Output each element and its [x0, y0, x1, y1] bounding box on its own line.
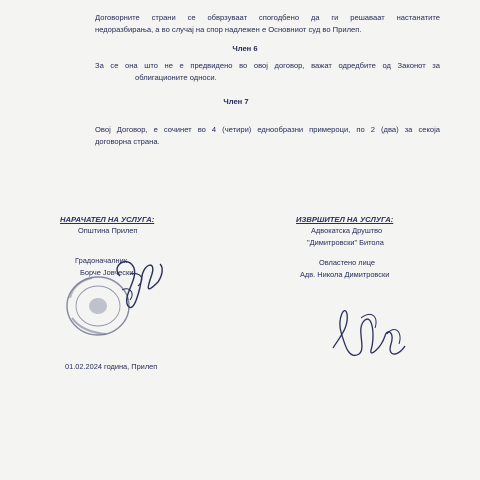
client-org: Општина Прилеп: [78, 226, 138, 235]
paragraph-dispute: [95, 12, 440, 36]
client-signature: [100, 246, 170, 316]
paragraph-dispute-line2: недоразбирања, а во случај на спор надлежен е Основниот суд во Прилеп.: [95, 25, 362, 34]
contractor-role: Овластено лице: [319, 258, 375, 267]
article-7-text: [95, 124, 440, 148]
article-6-text: [95, 60, 440, 84]
date-place: 01.02.2024 година, Прилеп: [65, 362, 158, 371]
client-name: Борче Јовчески: [80, 268, 134, 277]
contractor-name: Адв. Никола Димитровски: [300, 270, 390, 279]
article-6-heading: Член 6: [232, 44, 258, 53]
contractor-org-line1: Адвокатска Друштво: [311, 226, 383, 235]
article-7-line1: Овој Договор, е сочинет во 4 (четири) еднообразни примероци, по 2 (два) за секоја: [95, 125, 440, 134]
paragraph-dispute-line1: Договорните страни се обврзуваат спогодбено да ги решаваат настанатите: [95, 13, 440, 22]
article-7-heading: Член 7: [223, 97, 249, 106]
client-role: Градоначалник: [75, 256, 127, 265]
article-6-line2: облигационите односи.: [135, 73, 217, 82]
contractor-org-line2: "Димитровски" Битола: [307, 238, 384, 247]
article-7-line2: договорна страна.: [95, 137, 160, 146]
contractor-signature: [325, 298, 415, 378]
article-6-line1: За се она што не е предвидено во овој договор, важат одредбите од Законот за: [95, 61, 440, 70]
contractor-title: ИЗВРШИТЕЛ НА УСЛУГА:: [296, 215, 394, 224]
client-title: НАРАЧАТЕЛ НА УСЛУГА:: [60, 215, 155, 224]
